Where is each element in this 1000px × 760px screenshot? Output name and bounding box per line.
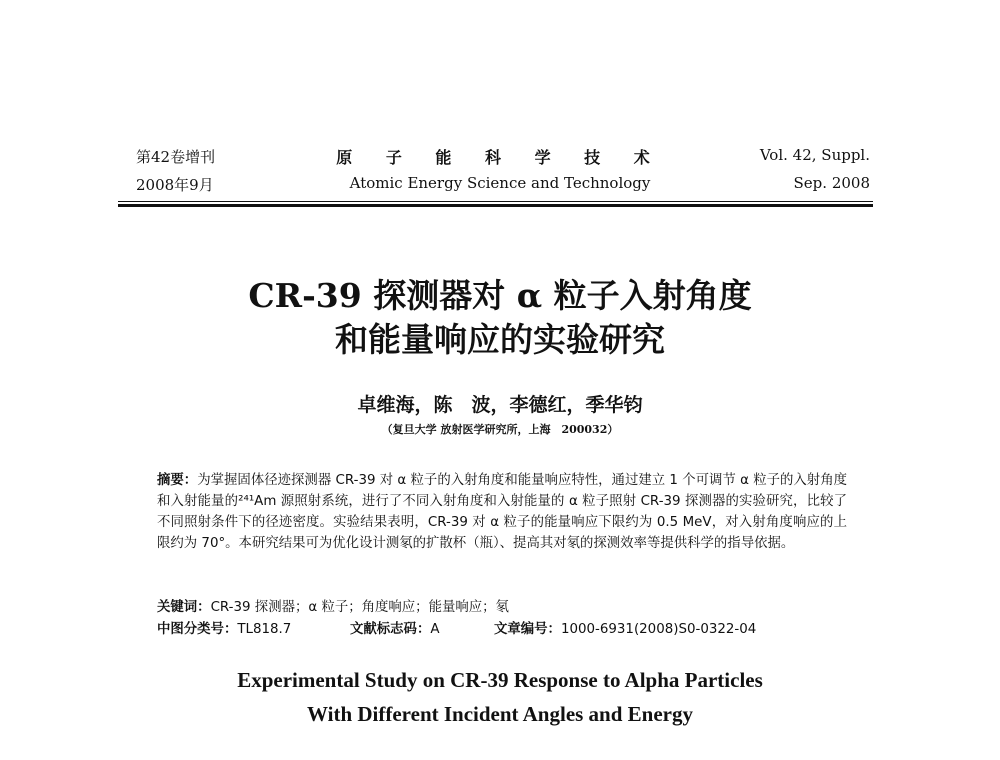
journal-title-en: Atomic Energy Science and Technology (349, 174, 651, 192)
clc-label: 中图分类号： (157, 622, 238, 637)
abstract-text: 为掌握固体径迹探测器 CR-39 对 α 粒子的入射角度和能量响应特性，通过建立 1 个可调节 α 粒子的入射角度和入射能量的²⁴¹Am 源照射系统，进行了不同入射角度和入射能量的 α 粒子照射 CR-39 探测器的实验研究，比较了不同照射条件下的径迹密度。实验结果表明，CR-39 对 α 粒子的能量响应下限约为 0.5 MeV，对入射角度响应的上限约为 70°。本研究结果可为优化设计测氡的扩散杯（瓶）、提高其对氡的探测效率等提供科学的指导依据。 (157, 473, 847, 551)
abstract-label: 摘要： (157, 473, 198, 488)
header-rule-thick (118, 204, 873, 207)
clc-value: TL818.7 (237, 622, 292, 637)
volume-en: Vol. 42, Suppl. (759, 146, 870, 164)
keywords (157, 596, 509, 615)
authors: 卓维海，陈 波，李德红，季华钧 (357, 394, 643, 416)
volume-cn: 第42卷增刊 (136, 148, 216, 166)
date-cn: 2008年9月 (136, 176, 214, 194)
article-id (494, 618, 756, 637)
doc-code (350, 618, 440, 637)
title-en-line1: Experimental Study on CR-39 Response to Alpha Particles (237, 668, 763, 692)
title-en-line2: With Different Incident Angles and Energy (307, 702, 693, 726)
keywords-label: 关键词： (157, 600, 211, 615)
date-en: Sep. 2008 (793, 174, 870, 192)
affiliation: （复旦大学 放射医学研究所，上海 200032） (381, 423, 619, 436)
journal-title-cn: 原 子 能 科 学 技 术 (336, 148, 664, 167)
doc-code-label: 文献标志码： (350, 622, 431, 637)
article-id-label: 文章编号： (494, 622, 561, 637)
article-id-value: 1000-6931(2008)S0-0322-04 (560, 622, 757, 637)
title-cn-line1: CR-39 探测器对 α 粒子入射角度 (248, 276, 752, 315)
title-cn-line2: 和能量响应的实验研究 (335, 320, 665, 359)
classification-line (157, 618, 291, 637)
doc-code-value: A (430, 622, 440, 637)
abstract (157, 470, 847, 554)
header-rule-thin (118, 201, 873, 202)
keywords-text: CR-39 探测器；α 粒子；角度响应；能量响应；氡 (210, 600, 509, 615)
